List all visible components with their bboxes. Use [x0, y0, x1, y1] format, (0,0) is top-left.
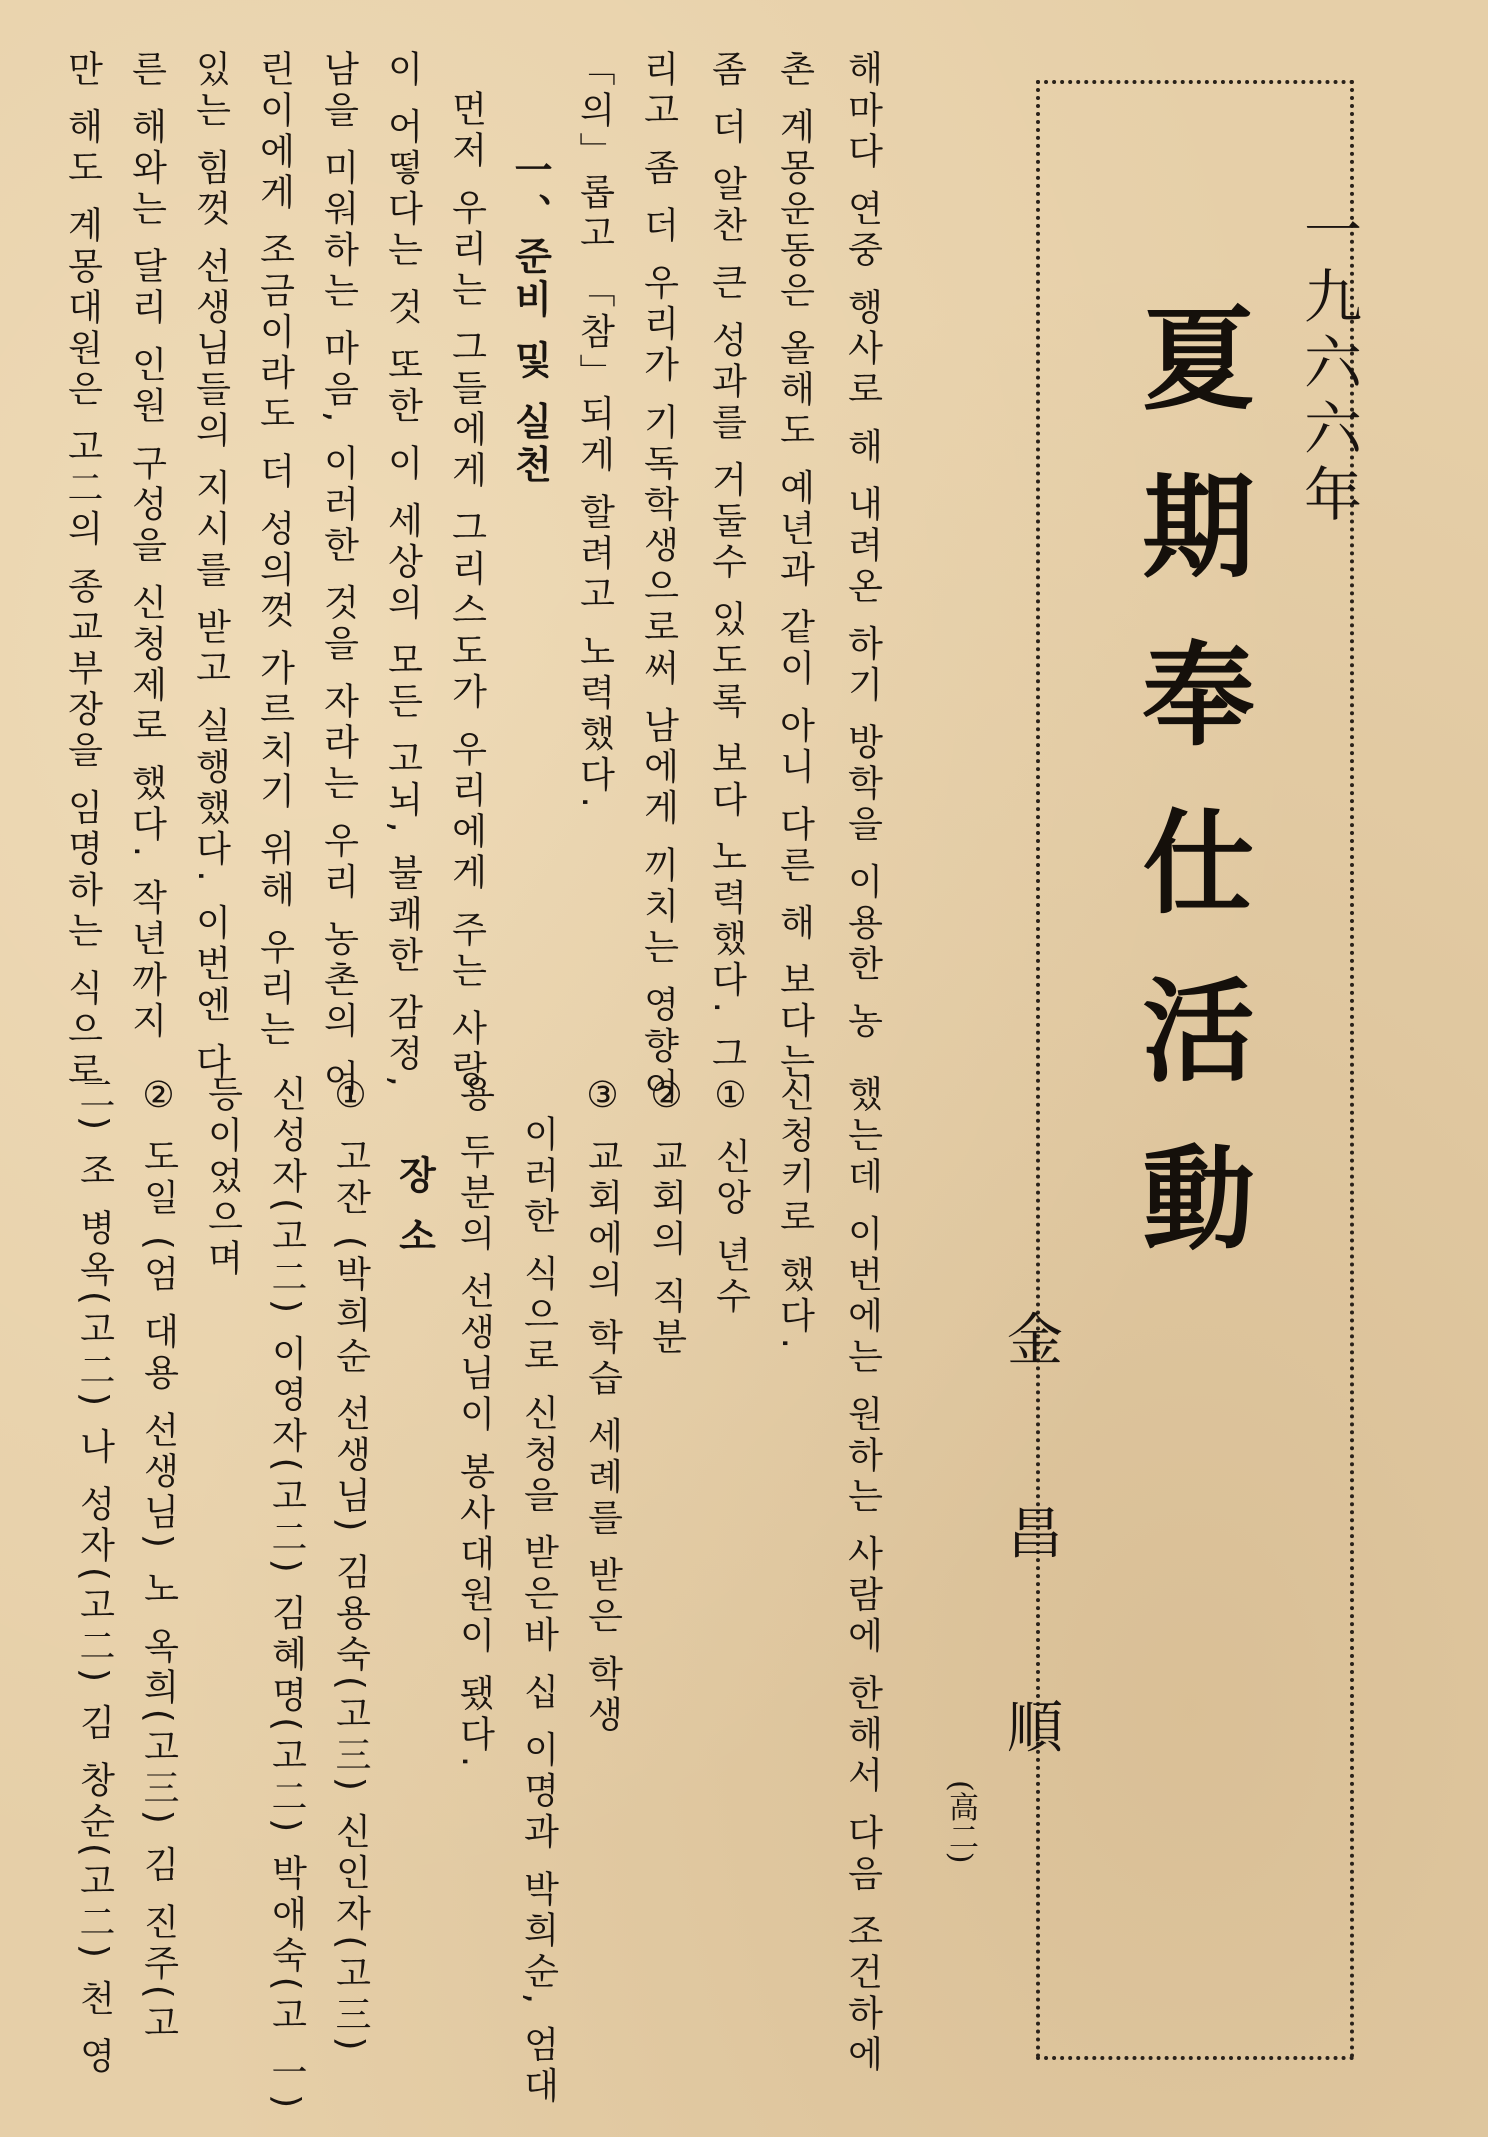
text-column: 등이었으며: [202, 1075, 243, 1280]
text-column: 남을 미워하는 마음, 이러한 것을 자라는 우리 농촌의 어: [318, 50, 359, 1100]
text-column: 촌 계몽운동은 올해도 예년과 같이 아니 다른 해 보다는: [774, 50, 815, 1084]
text-column: 좀 더 알찬 큰 성과를 거둘수 있도록 보다 노력했다. 그: [706, 50, 747, 1076]
year-label: 一九六六年: [1294, 200, 1362, 530]
text-column: 해마다 연중 행사로 해 내려온 하기 방학을 이용한 농: [842, 50, 883, 1043]
article-title: 夏期奉仕活動: [1124, 300, 1255, 1308]
list-item: ② 교회의 직분: [646, 1075, 687, 1359]
text-column: 먼저 우리는 그들에게 그리스도가 우리에게 주는 사랑: [446, 90, 487, 1091]
list-item: ③ 교회에의 학습 세례를 받은 학생: [582, 1075, 623, 1737]
text-column: 이러한 식으로 신청을 받은바 십 이명과 박희순, 엄대: [518, 1115, 559, 2108]
text-column: 이 어떻다는 것 또한 이 세상의 모든 고뇌, 불쾌한 감정,: [382, 50, 423, 1092]
text-column: 二) 조 병옥(고二) 나 성자(고二) 김 창순(고二) 천 영: [74, 1075, 115, 2078]
text-column: 신성자(고二) 이영자(고二) 김혜명(고二) 박애숙(고 一): [266, 1075, 307, 2114]
text-column: 리고 좀 더 우리가 기독학생으로써 남에게 끼치는 영향이: [638, 50, 679, 1109]
list-item: ① 신앙 년수: [710, 1075, 751, 1318]
text-column: 만 해도 계몽대원은 고二의 종교부장을 임명하는 식으로: [62, 50, 103, 1092]
text-column: 린이에게 조금이라도 더 성의껏 가르치기 위해 우리는: [254, 50, 295, 1051]
text-column: 했는데 이번에는 원하는 사람에 한해서 다음 조건하에: [842, 1075, 883, 2076]
section-subheading: 장 소: [392, 1155, 436, 1260]
text-column: 있는 힘껏 선생님들의 지시를 받고 실행했다. 이번엔 다: [190, 50, 231, 1084]
list-item: ② 도일 (엄 대용 선생님) 노 옥희(고三) 김 진주(고: [138, 1075, 179, 2045]
text-column: 른 해와는 달리 인원 구성을 신청제로 했다. 작년까지: [126, 50, 167, 1043]
text-column: 용 두분의 선생님이 봉사대원이 됐다.: [454, 1075, 495, 1773]
author-name: 金 昌 順: [998, 1310, 1063, 1814]
list-item: ① 고잔 (박희순 선생님) 김용숙(고三) 신인자(고三): [330, 1075, 371, 2056]
author-grade: (高二): [943, 1780, 978, 1864]
text-column: 「의」롭고 「참」되게 할려고 노력했다.: [574, 50, 615, 813]
section-heading: 一、준비 및 실천: [508, 150, 552, 488]
text-column: 신청키로 했다.: [774, 1075, 815, 1354]
